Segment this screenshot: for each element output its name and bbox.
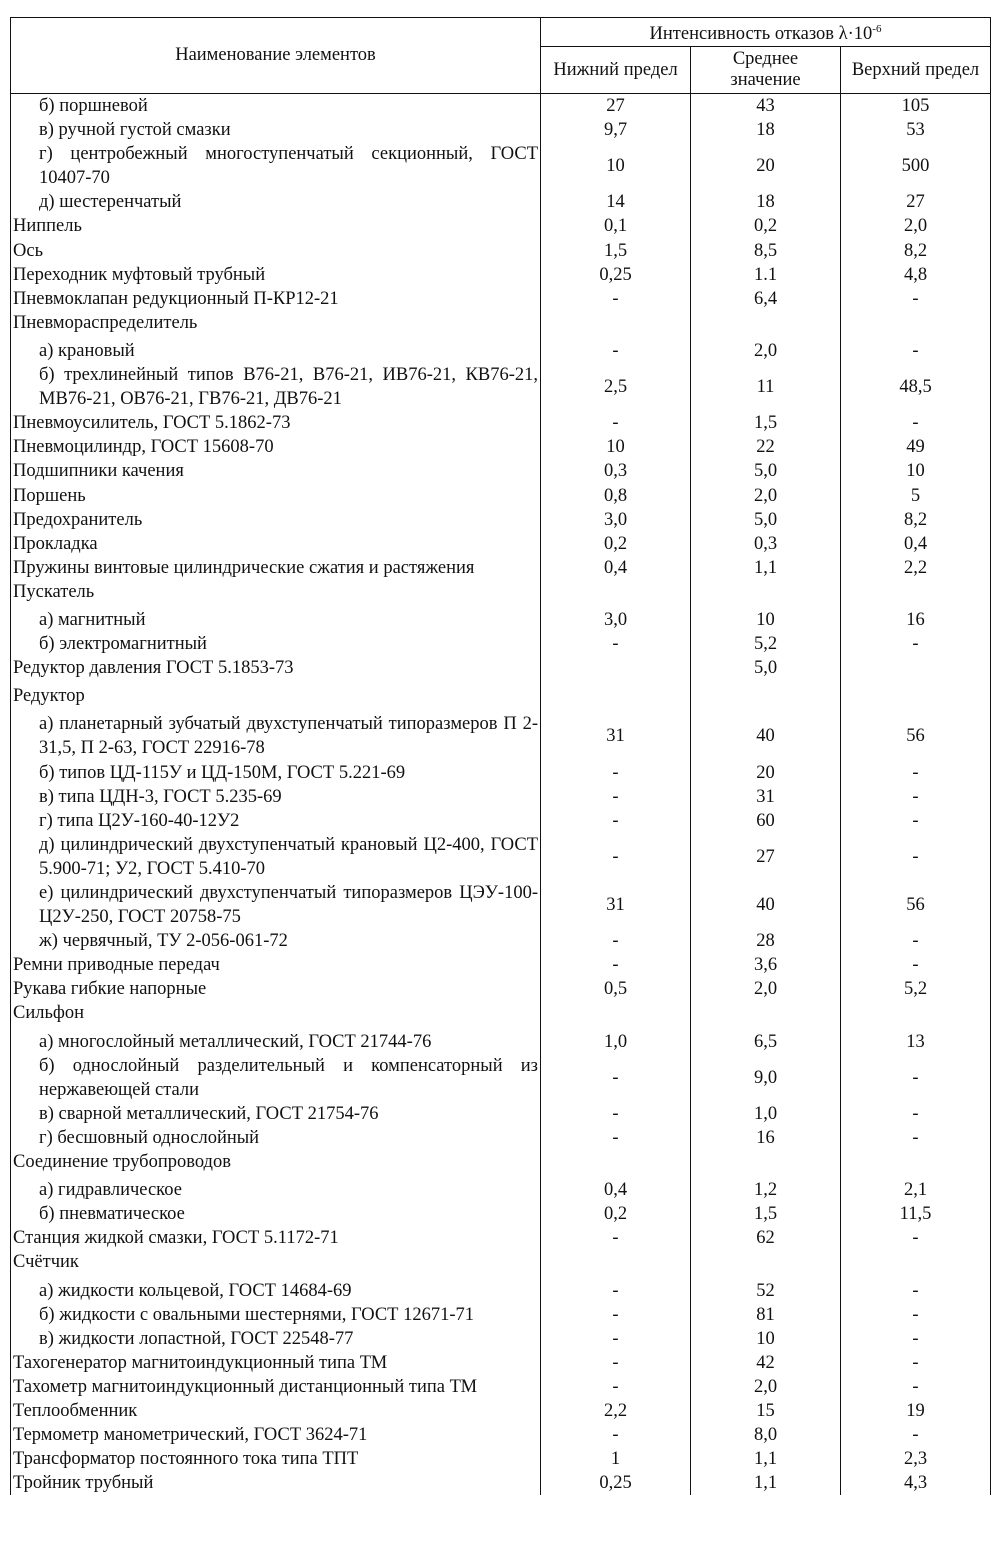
table-row xyxy=(11,1202,991,1226)
cell-element-name: в) жидкости лопастной, ГОСТ 22548-77 xyxy=(11,1327,541,1351)
cell-lower-limit: 0,4 xyxy=(541,1174,691,1202)
cell-upper-limit: 16 xyxy=(841,604,991,632)
cell-average-value xyxy=(691,311,841,335)
cell-upper-limit xyxy=(841,580,991,604)
cell-average-value: 10 xyxy=(691,1327,841,1351)
cell-element-name: е) цилиндрический двухступенчатый типоразмеров ЦЭУ-100-Ц2У-250, ГОСТ 20758-75 xyxy=(11,881,541,929)
cell-element-name: Соединение трубопроводов xyxy=(11,1150,541,1174)
cell-lower-limit: 0,3 xyxy=(541,459,691,483)
header-average-value xyxy=(691,47,841,94)
cell-element-name: Тройник трубный xyxy=(11,1471,541,1495)
cell-lower-limit: 2,2 xyxy=(541,1399,691,1423)
cell-lower-limit: - xyxy=(541,809,691,833)
cell-upper-limit: 8,2 xyxy=(841,239,991,263)
header-upper-limit: Верхний предел xyxy=(841,47,991,94)
cell-lower-limit: 14 xyxy=(541,190,691,214)
cell-average-value xyxy=(691,580,841,604)
cell-average-value: 52 xyxy=(691,1275,841,1303)
cell-upper-limit: - xyxy=(841,785,991,809)
cell-element-name: Редуктор xyxy=(11,680,541,708)
table-row xyxy=(11,1275,991,1303)
cell-element-name: д) шестеренчатый xyxy=(11,190,541,214)
cell-average-value: 5,2 xyxy=(691,632,841,656)
cell-upper-limit: - xyxy=(841,1423,991,1447)
cell-average-value: 1,2 xyxy=(691,1174,841,1202)
table-row xyxy=(11,929,991,953)
cell-upper-limit: 8,2 xyxy=(841,508,991,532)
cell-lower-limit: - xyxy=(541,929,691,953)
cell-upper-limit: 2,3 xyxy=(841,1447,991,1471)
table-row xyxy=(11,708,991,760)
cell-lower-limit: 31 xyxy=(541,881,691,929)
cell-average-value: 18 xyxy=(691,118,841,142)
cell-lower-limit: 31 xyxy=(541,708,691,760)
table-row xyxy=(11,1250,991,1274)
cell-upper-limit: - xyxy=(841,1303,991,1327)
cell-lower-limit xyxy=(541,1001,691,1025)
cell-lower-limit: - xyxy=(541,1327,691,1351)
table-row xyxy=(11,953,991,977)
cell-lower-limit: 27 xyxy=(541,94,691,119)
cell-average-value: 0,3 xyxy=(691,532,841,556)
cell-upper-limit: 48,5 xyxy=(841,363,991,411)
table-row xyxy=(11,311,991,335)
cell-element-name: а) гидравлическое xyxy=(11,1174,541,1202)
table-row xyxy=(11,1327,991,1351)
cell-upper-limit: - xyxy=(841,1126,991,1150)
cell-element-name: Ось xyxy=(11,239,541,263)
table-row xyxy=(11,363,991,411)
cell-lower-limit: 0,2 xyxy=(541,532,691,556)
cell-upper-limit: 2,2 xyxy=(841,556,991,580)
table-row xyxy=(11,1001,991,1025)
cell-element-name: б) типов ЦД-115У и ЦД-150М, ГОСТ 5.221-69 xyxy=(11,761,541,785)
table-body xyxy=(11,94,991,1496)
cell-lower-limit: - xyxy=(541,1126,691,1150)
cell-average-value: 5,0 xyxy=(691,508,841,532)
cell-average-value: 43 xyxy=(691,94,841,119)
table-row xyxy=(11,680,991,708)
table-row xyxy=(11,508,991,532)
table-row xyxy=(11,335,991,363)
cell-lower-limit: 9,7 xyxy=(541,118,691,142)
cell-upper-limit: - xyxy=(841,833,991,881)
cell-upper-limit: 11,5 xyxy=(841,1202,991,1226)
cell-average-value: 6,5 xyxy=(691,1026,841,1054)
cell-upper-limit: - xyxy=(841,929,991,953)
cell-average-value: 8,0 xyxy=(691,1423,841,1447)
cell-average-value: 28 xyxy=(691,929,841,953)
cell-element-name: б) поршневой xyxy=(11,94,541,119)
cell-element-name: Переходник муфтовый трубный xyxy=(11,263,541,287)
cell-element-name: Пневмоусилитель, ГОСТ 5.1862-73 xyxy=(11,411,541,435)
cell-lower-limit: 10 xyxy=(541,142,691,190)
cell-lower-limit: - xyxy=(541,1375,691,1399)
cell-lower-limit: 1 xyxy=(541,1447,691,1471)
cell-lower-limit xyxy=(541,680,691,708)
cell-upper-limit xyxy=(841,1250,991,1274)
cell-upper-limit: - xyxy=(841,809,991,833)
cell-average-value xyxy=(691,1250,841,1274)
cell-element-name: Редуктор давления ГОСТ 5.1853-73 xyxy=(11,656,541,680)
cell-upper-limit: 53 xyxy=(841,118,991,142)
table-row xyxy=(11,459,991,483)
cell-upper-limit: 500 xyxy=(841,142,991,190)
table-row xyxy=(11,263,991,287)
cell-lower-limit: 0,5 xyxy=(541,977,691,1001)
cell-average-value: 1,1 xyxy=(691,556,841,580)
table-row xyxy=(11,1303,991,1327)
cell-upper-limit: 49 xyxy=(841,435,991,459)
cell-upper-limit xyxy=(841,1001,991,1025)
cell-lower-limit: 0,1 xyxy=(541,214,691,238)
table-row xyxy=(11,118,991,142)
table-row xyxy=(11,1447,991,1471)
cell-element-name: в) ручной густой смазки xyxy=(11,118,541,142)
cell-upper-limit: - xyxy=(841,1351,991,1375)
table-row xyxy=(11,1351,991,1375)
cell-upper-limit: - xyxy=(841,1327,991,1351)
table-row xyxy=(11,1054,991,1102)
failure-rate-table xyxy=(10,17,991,1495)
cell-element-name: Пневмоклапан редукционный П-КР12-21 xyxy=(11,287,541,311)
cell-average-value: 81 xyxy=(691,1303,841,1327)
cell-element-name: г) типа Ц2У-160-40-12У2 xyxy=(11,809,541,833)
cell-element-name: а) жидкости кольцевой, ГОСТ 14684-69 xyxy=(11,1275,541,1303)
cell-average-value: 15 xyxy=(691,1399,841,1423)
table-row xyxy=(11,809,991,833)
cell-upper-limit: - xyxy=(841,1226,991,1250)
cell-lower-limit: 0,2 xyxy=(541,1202,691,1226)
cell-average-value: 20 xyxy=(691,761,841,785)
cell-average-value xyxy=(691,1001,841,1025)
header-failure-rate-group xyxy=(541,18,991,47)
cell-lower-limit: 1,0 xyxy=(541,1026,691,1054)
cell-upper-limit: 4,8 xyxy=(841,263,991,287)
cell-element-name: Тахометр магнитоиндукционный дистанционный типа ТМ xyxy=(11,1375,541,1399)
cell-average-value: 1.1 xyxy=(691,263,841,287)
cell-upper-limit: 5 xyxy=(841,484,991,508)
cell-average-value: 11 xyxy=(691,363,841,411)
cell-lower-limit: - xyxy=(541,1102,691,1126)
cell-element-name: Счётчик xyxy=(11,1250,541,1274)
table-row xyxy=(11,1102,991,1126)
cell-average-value xyxy=(691,680,841,708)
cell-element-name: Предохранитель xyxy=(11,508,541,532)
table-row xyxy=(11,833,991,881)
table-row xyxy=(11,1471,991,1495)
table-row xyxy=(11,142,991,190)
cell-upper-limit: - xyxy=(841,287,991,311)
cell-lower-limit: - xyxy=(541,953,691,977)
cell-average-value: 1,1 xyxy=(691,1447,841,1471)
cell-upper-limit: 13 xyxy=(841,1026,991,1054)
cell-average-value: 8,5 xyxy=(691,239,841,263)
cell-element-name: в) типа ЦДН-3, ГОСТ 5.235-69 xyxy=(11,785,541,809)
table-row xyxy=(11,287,991,311)
cell-lower-limit: 0,25 xyxy=(541,1471,691,1495)
cell-lower-limit xyxy=(541,1150,691,1174)
cell-average-value: 6,4 xyxy=(691,287,841,311)
header-average-line1: Среднее xyxy=(732,49,799,69)
cell-average-value: 1,5 xyxy=(691,411,841,435)
cell-element-name: Пускатель xyxy=(11,580,541,604)
table-row xyxy=(11,484,991,508)
cell-average-value: 20 xyxy=(691,142,841,190)
cell-element-name: Пневмораспределитель xyxy=(11,311,541,335)
cell-element-name: Подшипники качения xyxy=(11,459,541,483)
cell-lower-limit: - xyxy=(541,1303,691,1327)
cell-upper-limit: 27 xyxy=(841,190,991,214)
cell-upper-limit: - xyxy=(841,1275,991,1303)
cell-upper-limit: 56 xyxy=(841,881,991,929)
cell-average-value: 2,0 xyxy=(691,335,841,363)
cell-element-name: Прокладка xyxy=(11,532,541,556)
cell-lower-limit: 0,25 xyxy=(541,263,691,287)
cell-element-name: а) многослойный металлический, ГОСТ 21744-76 xyxy=(11,1026,541,1054)
cell-element-name: а) планетарный зубчатый двухступенчатый типоразмеров П 2-31,5, П 2-63, ГОСТ 22916-78 xyxy=(11,708,541,760)
header-average-line2: значение xyxy=(730,70,801,90)
cell-lower-limit xyxy=(541,656,691,680)
table-row xyxy=(11,532,991,556)
cell-upper-limit: - xyxy=(841,1054,991,1102)
cell-lower-limit: - xyxy=(541,785,691,809)
cell-upper-limit: 105 xyxy=(841,94,991,119)
document-page xyxy=(10,17,990,1495)
cell-average-value: 60 xyxy=(691,809,841,833)
cell-average-value: 31 xyxy=(691,785,841,809)
cell-average-value: 0,2 xyxy=(691,214,841,238)
table-row xyxy=(11,1026,991,1054)
cell-element-name: б) жидкости с овальными шестернями, ГОСТ 12671-71 xyxy=(11,1303,541,1327)
cell-lower-limit: - xyxy=(541,833,691,881)
cell-average-value: 10 xyxy=(691,604,841,632)
table-row xyxy=(11,632,991,656)
cell-element-name: Пневмоцилиндр, ГОСТ 15608-70 xyxy=(11,435,541,459)
cell-average-value: 2,0 xyxy=(691,1375,841,1399)
cell-lower-limit: - xyxy=(541,1351,691,1375)
table-row xyxy=(11,785,991,809)
table-row xyxy=(11,1126,991,1150)
cell-element-name: Поршень xyxy=(11,484,541,508)
cell-element-name: г) бесшовный однослойный xyxy=(11,1126,541,1150)
cell-element-name: Станция жидкой смазки, ГОСТ 5.1172-71 xyxy=(11,1226,541,1250)
cell-average-value: 1,5 xyxy=(691,1202,841,1226)
table-row xyxy=(11,580,991,604)
table-row xyxy=(11,1226,991,1250)
table-row xyxy=(11,556,991,580)
table-row xyxy=(11,1375,991,1399)
cell-lower-limit: - xyxy=(541,632,691,656)
table-row xyxy=(11,239,991,263)
cell-average-value: 1,1 xyxy=(691,1471,841,1495)
cell-upper-limit xyxy=(841,680,991,708)
cell-average-value: 3,6 xyxy=(691,953,841,977)
cell-upper-limit: 2,0 xyxy=(841,214,991,238)
cell-average-value: 18 xyxy=(691,190,841,214)
cell-lower-limit: - xyxy=(541,1054,691,1102)
cell-element-name: Сильфон xyxy=(11,1001,541,1025)
cell-lower-limit: - xyxy=(541,287,691,311)
cell-lower-limit: - xyxy=(541,761,691,785)
cell-average-value: 1,0 xyxy=(691,1102,841,1126)
table-row xyxy=(11,1399,991,1423)
cell-lower-limit: 0,8 xyxy=(541,484,691,508)
cell-element-name: д) цилиндрический двухступенчатый крановый Ц2-400, ГОСТ 5.900-71; У2, ГОСТ 5.410-70 xyxy=(11,833,541,881)
cell-average-value: 62 xyxy=(691,1226,841,1250)
cell-upper-limit: 2,1 xyxy=(841,1174,991,1202)
cell-upper-limit: 5,2 xyxy=(841,977,991,1001)
cell-upper-limit xyxy=(841,656,991,680)
header-group-label: Интенсивность отказов λ·10 xyxy=(649,24,873,44)
cell-element-name: а) крановый xyxy=(11,335,541,363)
table-row xyxy=(11,1423,991,1447)
cell-element-name: Ниппель xyxy=(11,214,541,238)
table-row xyxy=(11,435,991,459)
cell-average-value: 42 xyxy=(691,1351,841,1375)
cell-upper-limit: - xyxy=(841,411,991,435)
cell-lower-limit: 3,0 xyxy=(541,604,691,632)
cell-average-value: 9,0 xyxy=(691,1054,841,1102)
cell-element-name: Трансформатор постоянного тока типа ТПТ xyxy=(11,1447,541,1471)
cell-upper-limit: 19 xyxy=(841,1399,991,1423)
cell-element-name: ж) червячный, ТУ 2-056-061-72 xyxy=(11,929,541,953)
cell-element-name: Термометр манометрический, ГОСТ 3624-71 xyxy=(11,1423,541,1447)
table-row xyxy=(11,977,991,1001)
cell-average-value: 5,0 xyxy=(691,459,841,483)
cell-element-name: Пружины винтовые цилиндрические сжатия и растяжения xyxy=(11,556,541,580)
cell-average-value: 40 xyxy=(691,708,841,760)
table-row xyxy=(11,1150,991,1174)
header-lower-limit: Нижний предел xyxy=(541,47,691,94)
cell-upper-limit: - xyxy=(841,335,991,363)
cell-lower-limit xyxy=(541,1250,691,1274)
cell-upper-limit: - xyxy=(841,953,991,977)
cell-element-name: б) электромагнитный xyxy=(11,632,541,656)
cell-element-name: б) однослойный разделительный и компенсаторный из нержавеющей стали xyxy=(11,1054,541,1102)
table-row xyxy=(11,604,991,632)
table-row xyxy=(11,761,991,785)
cell-element-name: в) сварной металлический, ГОСТ 21754-76 xyxy=(11,1102,541,1126)
cell-lower-limit: 3,0 xyxy=(541,508,691,532)
table-row xyxy=(11,214,991,238)
table-row xyxy=(11,411,991,435)
cell-upper-limit: - xyxy=(841,761,991,785)
cell-lower-limit: 10 xyxy=(541,435,691,459)
header-group-exponent: -6 xyxy=(872,23,882,35)
cell-upper-limit: 4,3 xyxy=(841,1471,991,1495)
cell-lower-limit: - xyxy=(541,411,691,435)
cell-lower-limit: - xyxy=(541,1423,691,1447)
cell-upper-limit: - xyxy=(841,632,991,656)
cell-upper-limit: 10 xyxy=(841,459,991,483)
cell-upper-limit: 56 xyxy=(841,708,991,760)
cell-upper-limit: - xyxy=(841,1375,991,1399)
header-name-column: Наименование элементов xyxy=(11,18,541,94)
table-row xyxy=(11,94,991,119)
cell-upper-limit xyxy=(841,1150,991,1174)
cell-upper-limit: 0,4 xyxy=(841,532,991,556)
cell-element-name: б) пневматическое xyxy=(11,1202,541,1226)
cell-average-value: 40 xyxy=(691,881,841,929)
cell-lower-limit xyxy=(541,580,691,604)
cell-lower-limit: - xyxy=(541,1226,691,1250)
cell-element-name: Рукава гибкие напорные xyxy=(11,977,541,1001)
cell-lower-limit: 0,4 xyxy=(541,556,691,580)
table-row xyxy=(11,656,991,680)
cell-element-name: Теплообменник xyxy=(11,1399,541,1423)
cell-average-value xyxy=(691,1150,841,1174)
cell-average-value: 2,0 xyxy=(691,977,841,1001)
cell-lower-limit: 1,5 xyxy=(541,239,691,263)
cell-lower-limit: 2,5 xyxy=(541,363,691,411)
cell-average-value: 5,0 xyxy=(691,656,841,680)
cell-element-name: б) трехлинейный типов В76-21, В76-21, ИВ76-21, КВ76-21, МВ76-21, ОВ76-21, ГВ76-21, ДВ76-21 xyxy=(11,363,541,411)
cell-element-name: Ремни приводные передач xyxy=(11,953,541,977)
cell-average-value: 2,0 xyxy=(691,484,841,508)
cell-average-value: 27 xyxy=(691,833,841,881)
cell-average-value: 22 xyxy=(691,435,841,459)
table-row xyxy=(11,881,991,929)
table-row xyxy=(11,190,991,214)
cell-element-name: а) магнитный xyxy=(11,604,541,632)
cell-lower-limit: - xyxy=(541,335,691,363)
cell-upper-limit: - xyxy=(841,1102,991,1126)
cell-lower-limit: - xyxy=(541,1275,691,1303)
cell-lower-limit xyxy=(541,311,691,335)
cell-average-value: 16 xyxy=(691,1126,841,1150)
cell-element-name: г) центробежный многоступенчатый секционный, ГОСТ 10407-70 xyxy=(11,142,541,190)
cell-upper-limit xyxy=(841,311,991,335)
cell-element-name: Тахогенератор магнитоиндукционный типа ТМ xyxy=(11,1351,541,1375)
table-row xyxy=(11,1174,991,1202)
